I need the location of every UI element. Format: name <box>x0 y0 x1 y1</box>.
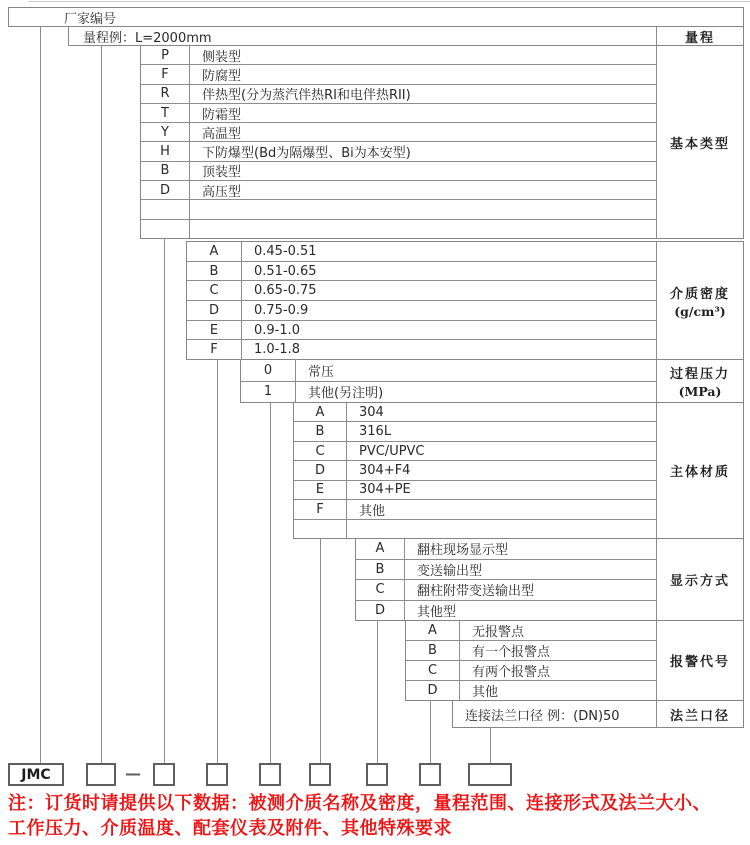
table-row <box>141 46 656 64</box>
desc-cell <box>347 520 656 538</box>
code-cell: D <box>406 681 460 700</box>
table-row <box>141 219 656 238</box>
model-prefix-text: JMC <box>21 766 51 783</box>
table-row <box>187 261 656 281</box>
code-cell: D <box>356 601 405 621</box>
table-row <box>294 441 656 460</box>
display-label-text: 显示方式 <box>669 574 730 589</box>
manufacturer-label: 厂家编号 <box>64 11 117 26</box>
desc-cell <box>190 200 656 218</box>
desc-cell: 其他(另注明) <box>308 386 384 402</box>
desc-cell: 高压型 <box>202 184 242 200</box>
order-note: 注：订货时请提供以下数据：被测介质名称及密度，量程范围、连接形式及法兰大小、工作压力、介质温度、配套仪表及附件、其他特殊要求 <box>8 793 711 839</box>
code-cell: B <box>356 560 405 580</box>
model-prefix-box <box>8 763 64 786</box>
desc-cell: 0.75-0.9 <box>254 302 309 318</box>
code-box-material <box>309 763 331 786</box>
connector-line <box>320 538 321 763</box>
desc-cell: 翻柱现场显示型 <box>417 543 509 559</box>
table-row <box>187 320 656 340</box>
code-cell: B <box>187 262 242 281</box>
code-cell: T <box>141 104 190 122</box>
table-row <box>141 64 656 83</box>
pressure-unit: (MPa) <box>678 384 722 399</box>
code-box-basic-type <box>153 763 175 786</box>
material-label-text: 主体材质 <box>669 465 730 480</box>
code-cell: C <box>187 281 242 300</box>
desc-cell: 有两个报警点 <box>472 665 551 680</box>
top-divider <box>28 1 750 2</box>
code-cell: B <box>141 162 190 180</box>
alarm-section <box>405 620 744 701</box>
connector-line <box>217 359 218 763</box>
desc-cell: 翻柱附带变送输出型 <box>417 584 535 600</box>
desc-cell: 伴热型(分为蒸汽伴热RI和电伴热RII) <box>202 88 411 103</box>
desc-cell: 304+F4 <box>359 462 411 478</box>
code-cell <box>141 200 190 218</box>
density-label-text: 介质密度 <box>669 286 730 302</box>
density-unit: (g/cm³) <box>674 303 726 319</box>
pressure-label <box>656 360 743 402</box>
table-row <box>294 519 656 538</box>
display-section <box>355 538 744 621</box>
table-row <box>141 180 656 199</box>
code-cell: A <box>356 539 405 559</box>
desc-cell: 有一个报警点 <box>472 645 551 660</box>
pressure-label-text: 过程压力 <box>669 367 730 382</box>
alarm-label-text: 报警代号 <box>669 655 730 670</box>
connector-line <box>40 26 41 763</box>
desc-cell: 下防爆型(Bd为隔爆型、Bi为本安型) <box>202 146 411 161</box>
code-box-alarm <box>419 763 441 786</box>
table-row <box>356 600 656 621</box>
table-row <box>187 280 656 300</box>
basic-type-label-text: 基本类型 <box>669 136 730 152</box>
desc-cell: PVC/UPVC <box>359 443 425 459</box>
code-cell: B <box>294 422 347 440</box>
display-label <box>656 539 743 620</box>
alarm-label <box>656 621 743 700</box>
connector-line <box>270 402 271 763</box>
connector-line <box>101 45 102 763</box>
dash-separator: — <box>125 764 141 783</box>
code-cell: A <box>294 403 347 421</box>
code-box-flange <box>468 763 512 786</box>
table-row <box>141 103 656 122</box>
table-row <box>406 640 656 660</box>
table-row <box>406 680 656 700</box>
range-example: 量程例：L=2000mm <box>83 30 212 45</box>
code-cell: R <box>141 85 190 103</box>
connector-line <box>164 238 165 763</box>
table-row <box>294 421 656 440</box>
table-row <box>294 460 656 479</box>
table-row <box>241 381 656 403</box>
manufacturer-row <box>8 7 744 27</box>
desc-cell: 316L <box>359 424 392 440</box>
code-box-range <box>86 763 116 786</box>
desc-cell <box>190 220 656 238</box>
table-row <box>141 161 656 180</box>
code-cell: B <box>406 641 460 660</box>
desc-cell: 无报警点 <box>472 625 525 640</box>
pressure-section <box>240 359 744 403</box>
code-cell: 0 <box>241 360 296 381</box>
code-cell: 1 <box>241 382 296 403</box>
code-cell: P <box>141 46 190 64</box>
code-cell: F <box>141 65 190 83</box>
code-cell: E <box>187 321 242 340</box>
desc-cell: 防霜型 <box>202 107 242 123</box>
basic-type-label <box>656 46 743 238</box>
desc-cell: 0.65-0.75 <box>254 283 317 299</box>
flange-label: 法兰口径 <box>656 701 743 727</box>
density-section <box>186 241 744 360</box>
table-row <box>241 360 656 381</box>
basic-type-section <box>140 45 744 239</box>
code-cell: C <box>406 661 460 680</box>
table-row <box>187 242 656 261</box>
material-section <box>293 402 744 539</box>
range-label: 量程 <box>656 27 743 45</box>
table-row <box>406 660 656 680</box>
density-label <box>656 242 743 359</box>
table-row <box>141 84 656 103</box>
code-cell: D <box>141 181 190 199</box>
flange-desc: 连接法兰口径 例：(DN)50 <box>465 708 620 724</box>
desc-cell: 侧装型 <box>202 49 242 65</box>
connector-line <box>430 700 431 763</box>
code-cell: D <box>294 461 347 479</box>
desc-cell: 304+PE <box>359 482 411 498</box>
table-row <box>294 403 656 421</box>
code-cell: A <box>406 621 460 640</box>
desc-cell: 其他 <box>359 503 386 519</box>
table-row <box>9 8 743 26</box>
table-row <box>453 701 656 727</box>
table-row <box>406 621 656 640</box>
table-row <box>294 499 656 518</box>
desc-cell: 其他型 <box>417 604 457 620</box>
table-row <box>187 339 656 359</box>
code-cell: C <box>356 580 405 600</box>
table-row <box>141 199 656 218</box>
code-box-density <box>206 763 228 786</box>
code-cell: E <box>294 481 347 499</box>
connector-line <box>377 620 378 763</box>
code-cell <box>294 520 347 538</box>
table-row <box>141 122 656 141</box>
table-row <box>356 559 656 580</box>
desc-cell: 304 <box>359 404 384 420</box>
code-cell: C <box>294 442 347 460</box>
desc-cell: 高温型 <box>202 126 242 142</box>
desc-cell: 0.9-1.0 <box>254 322 301 338</box>
table-row <box>187 300 656 320</box>
table-row <box>294 480 656 499</box>
range-row <box>68 26 744 46</box>
desc-cell: 其他 <box>472 685 499 700</box>
desc-cell: 0.45-0.51 <box>254 243 317 259</box>
desc-cell: 防腐型 <box>202 68 242 84</box>
flange-section <box>452 700 744 728</box>
desc-cell: 常压 <box>308 364 335 380</box>
desc-cell: 变送输出型 <box>417 563 483 579</box>
code-cell: F <box>187 340 242 359</box>
code-box-display <box>366 763 388 786</box>
desc-cell: 顶装型 <box>202 165 242 181</box>
table-row <box>141 141 656 160</box>
code-cell: Y <box>141 123 190 141</box>
code-box-pressure <box>259 763 281 786</box>
connector-line <box>490 727 491 763</box>
desc-cell: 0.51-0.65 <box>254 263 317 279</box>
code-cell: A <box>187 242 242 261</box>
code-cell <box>141 220 190 238</box>
code-cell: F <box>294 500 347 518</box>
material-label <box>656 403 743 538</box>
desc-cell: 1.0-1.8 <box>254 342 301 358</box>
code-cell: D <box>187 301 242 320</box>
code-cell: H <box>141 142 190 160</box>
table-row <box>69 27 656 45</box>
table-row <box>356 579 656 600</box>
table-row <box>356 539 656 559</box>
